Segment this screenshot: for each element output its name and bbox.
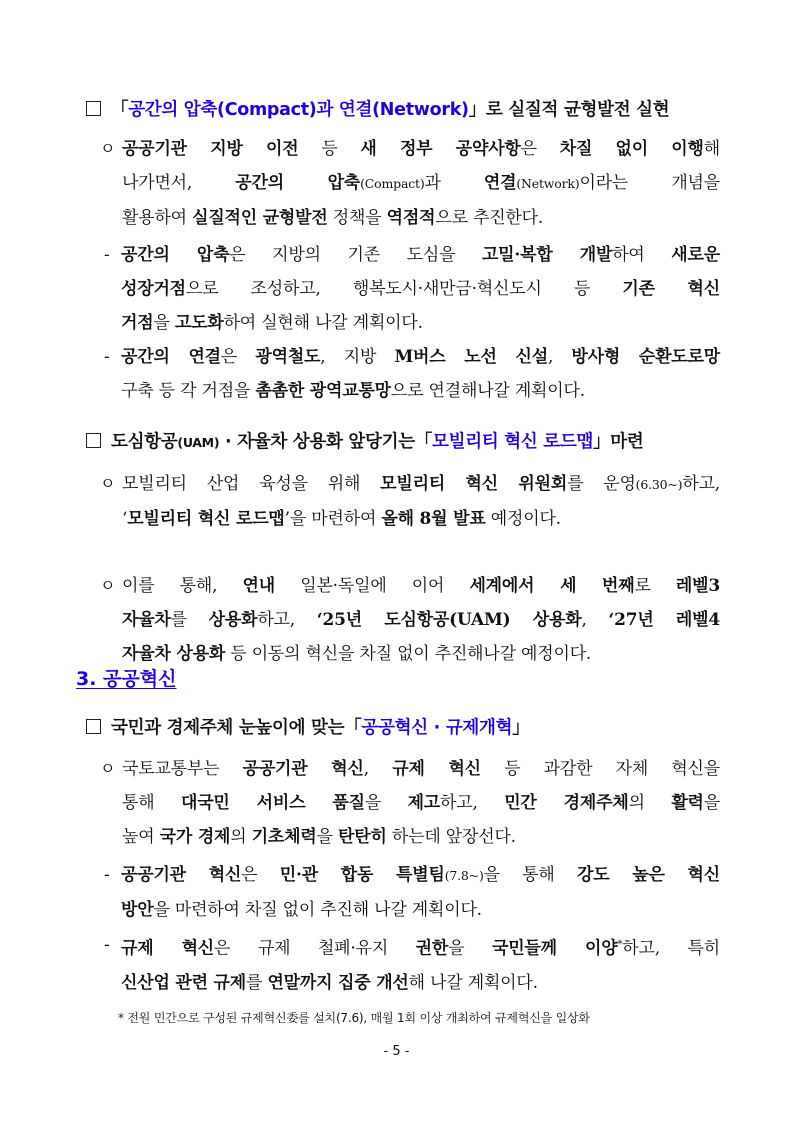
paragraph-spatial-connection: [104, 340, 720, 408]
text-line: 규제 혁신은 규제 철폐·유지 권한을 국민들께 이양*하고, 특히: [121, 938, 720, 959]
heading-public-innovation: 국민과 경제주체 눈높이에 맞는「공공혁신 · 규제개혁」: [86, 714, 529, 739]
dash-bullet: -: [104, 935, 110, 955]
paragraph-public-agency-relocation: [100, 132, 720, 235]
text-line: 이를 통해, 연내 일본·독일에 이어 세계에서 세 번째로 레벨3: [122, 576, 720, 596]
dash-bullet: -: [104, 347, 110, 367]
heading-mobility-roadmap: 도심항공(UAM) · 자율차 상용화 앞당기는「모빌리티 혁신 로드맵」마련: [86, 428, 643, 453]
text-line: 모빌리티 산업 육성을 위해 모빌리티 혁신 위원회를 운영(6.30~)하고,: [122, 474, 720, 494]
text-line: 공공기관 혁신은 민·관 합동 특별팀(7.8~)을 통해 강도 높은 혁신: [121, 865, 720, 885]
text-line: 높여 국가 경제의 기초체력을 탄탄히 하는데 앞장선다.: [122, 827, 516, 847]
text-line: 구축 등 각 거점을 촘촘한 광역교통망으로 연결해나갈 계획이다.: [121, 381, 585, 401]
text-line: 성장거점으로 조성하고, 행복도시·새만금·혁신도시 등 기존 혁신: [121, 279, 720, 299]
text-line: 거점을 고도화하여 실현해 나갈 계획이다.: [121, 313, 423, 333]
circle-bullet-icon: ㅇ: [100, 576, 116, 595]
text-line: 자율차를 상용화하고, ‘25년 도심항공(UAM) 상용화, ‘27년 레벨4: [122, 610, 720, 630]
text-line: 자율차 상용화 등 이동의 혁신을 차질 없이 추진해나갈 예정이다.: [122, 644, 592, 664]
text-line: 공간의 압축은 지방의 기존 도심을 고밀·복합 개발하여 새로운: [121, 245, 720, 265]
text-line: 나가면서, 공간의 압축(Compact)과 연결(Network)이라는 개념을: [122, 173, 720, 193]
circle-bullet-icon: ㅇ: [100, 139, 116, 158]
dash-bullet: -: [104, 245, 110, 265]
paragraph-spatial-compaction: [104, 238, 720, 340]
paragraph-mobility-committee: [100, 467, 720, 536]
text-line: 국토교통부는 공공기관 혁신, 규제 혁신 등 과감한 자체 혁신을: [122, 759, 720, 779]
heading-compact-network: 「공간의 압축(Compact)과 연결(Network)」로 실질적 균형발전 실현: [86, 96, 669, 121]
paragraph-molit-innovation: [100, 752, 720, 854]
dash-bullet: -: [104, 865, 110, 885]
footnote: * 전원 민간으로 구성된 규제혁신委를 설치(7.6), 매월 1회 이상 개최하여 규제혁신을 일상화: [118, 1011, 590, 1025]
checkbox-square-icon: [86, 433, 101, 448]
circle-bullet-icon: ㅇ: [100, 474, 116, 493]
circle-bullet-icon: ㅇ: [100, 759, 116, 778]
text-line: 활용하여 실질적인 균형발전 정책을 역점적으로 추진한다.: [122, 208, 544, 228]
text-line: 공간의 연결은 광역철도, 지방 M버스 노선 신설, 방사형 순환도로망: [121, 347, 720, 367]
checkbox-square-icon: [86, 719, 101, 734]
section-title: 3. 공공혁신: [76, 668, 177, 690]
checkbox-square-icon: [86, 101, 101, 116]
text-line: 신산업 관련 규제를 연말까지 집중 개선해 나갈 계획이다.: [121, 972, 538, 993]
paragraph-autonomous-vehicles: [100, 569, 720, 671]
text-line: 공공기관 지방 이전 등 새 정부 공약사항은 차질 없이 이행해: [122, 139, 720, 159]
paragraph-public-agency-innovation: [104, 858, 720, 927]
text-line: 방안을 마련하여 차질 없이 추진해 나갈 계획이다.: [121, 900, 482, 920]
paragraph-regulatory-innovation: [104, 928, 720, 1000]
text-line: ‘모빌리티 혁신 로드맵’을 마련하여 올해 8월 발표 예정이다.: [122, 509, 561, 529]
text-line: 통해 대국민 서비스 품질을 제고하고, 민간 경제주체의 활력을: [122, 793, 720, 813]
page-number: - 5 -: [383, 1044, 410, 1059]
